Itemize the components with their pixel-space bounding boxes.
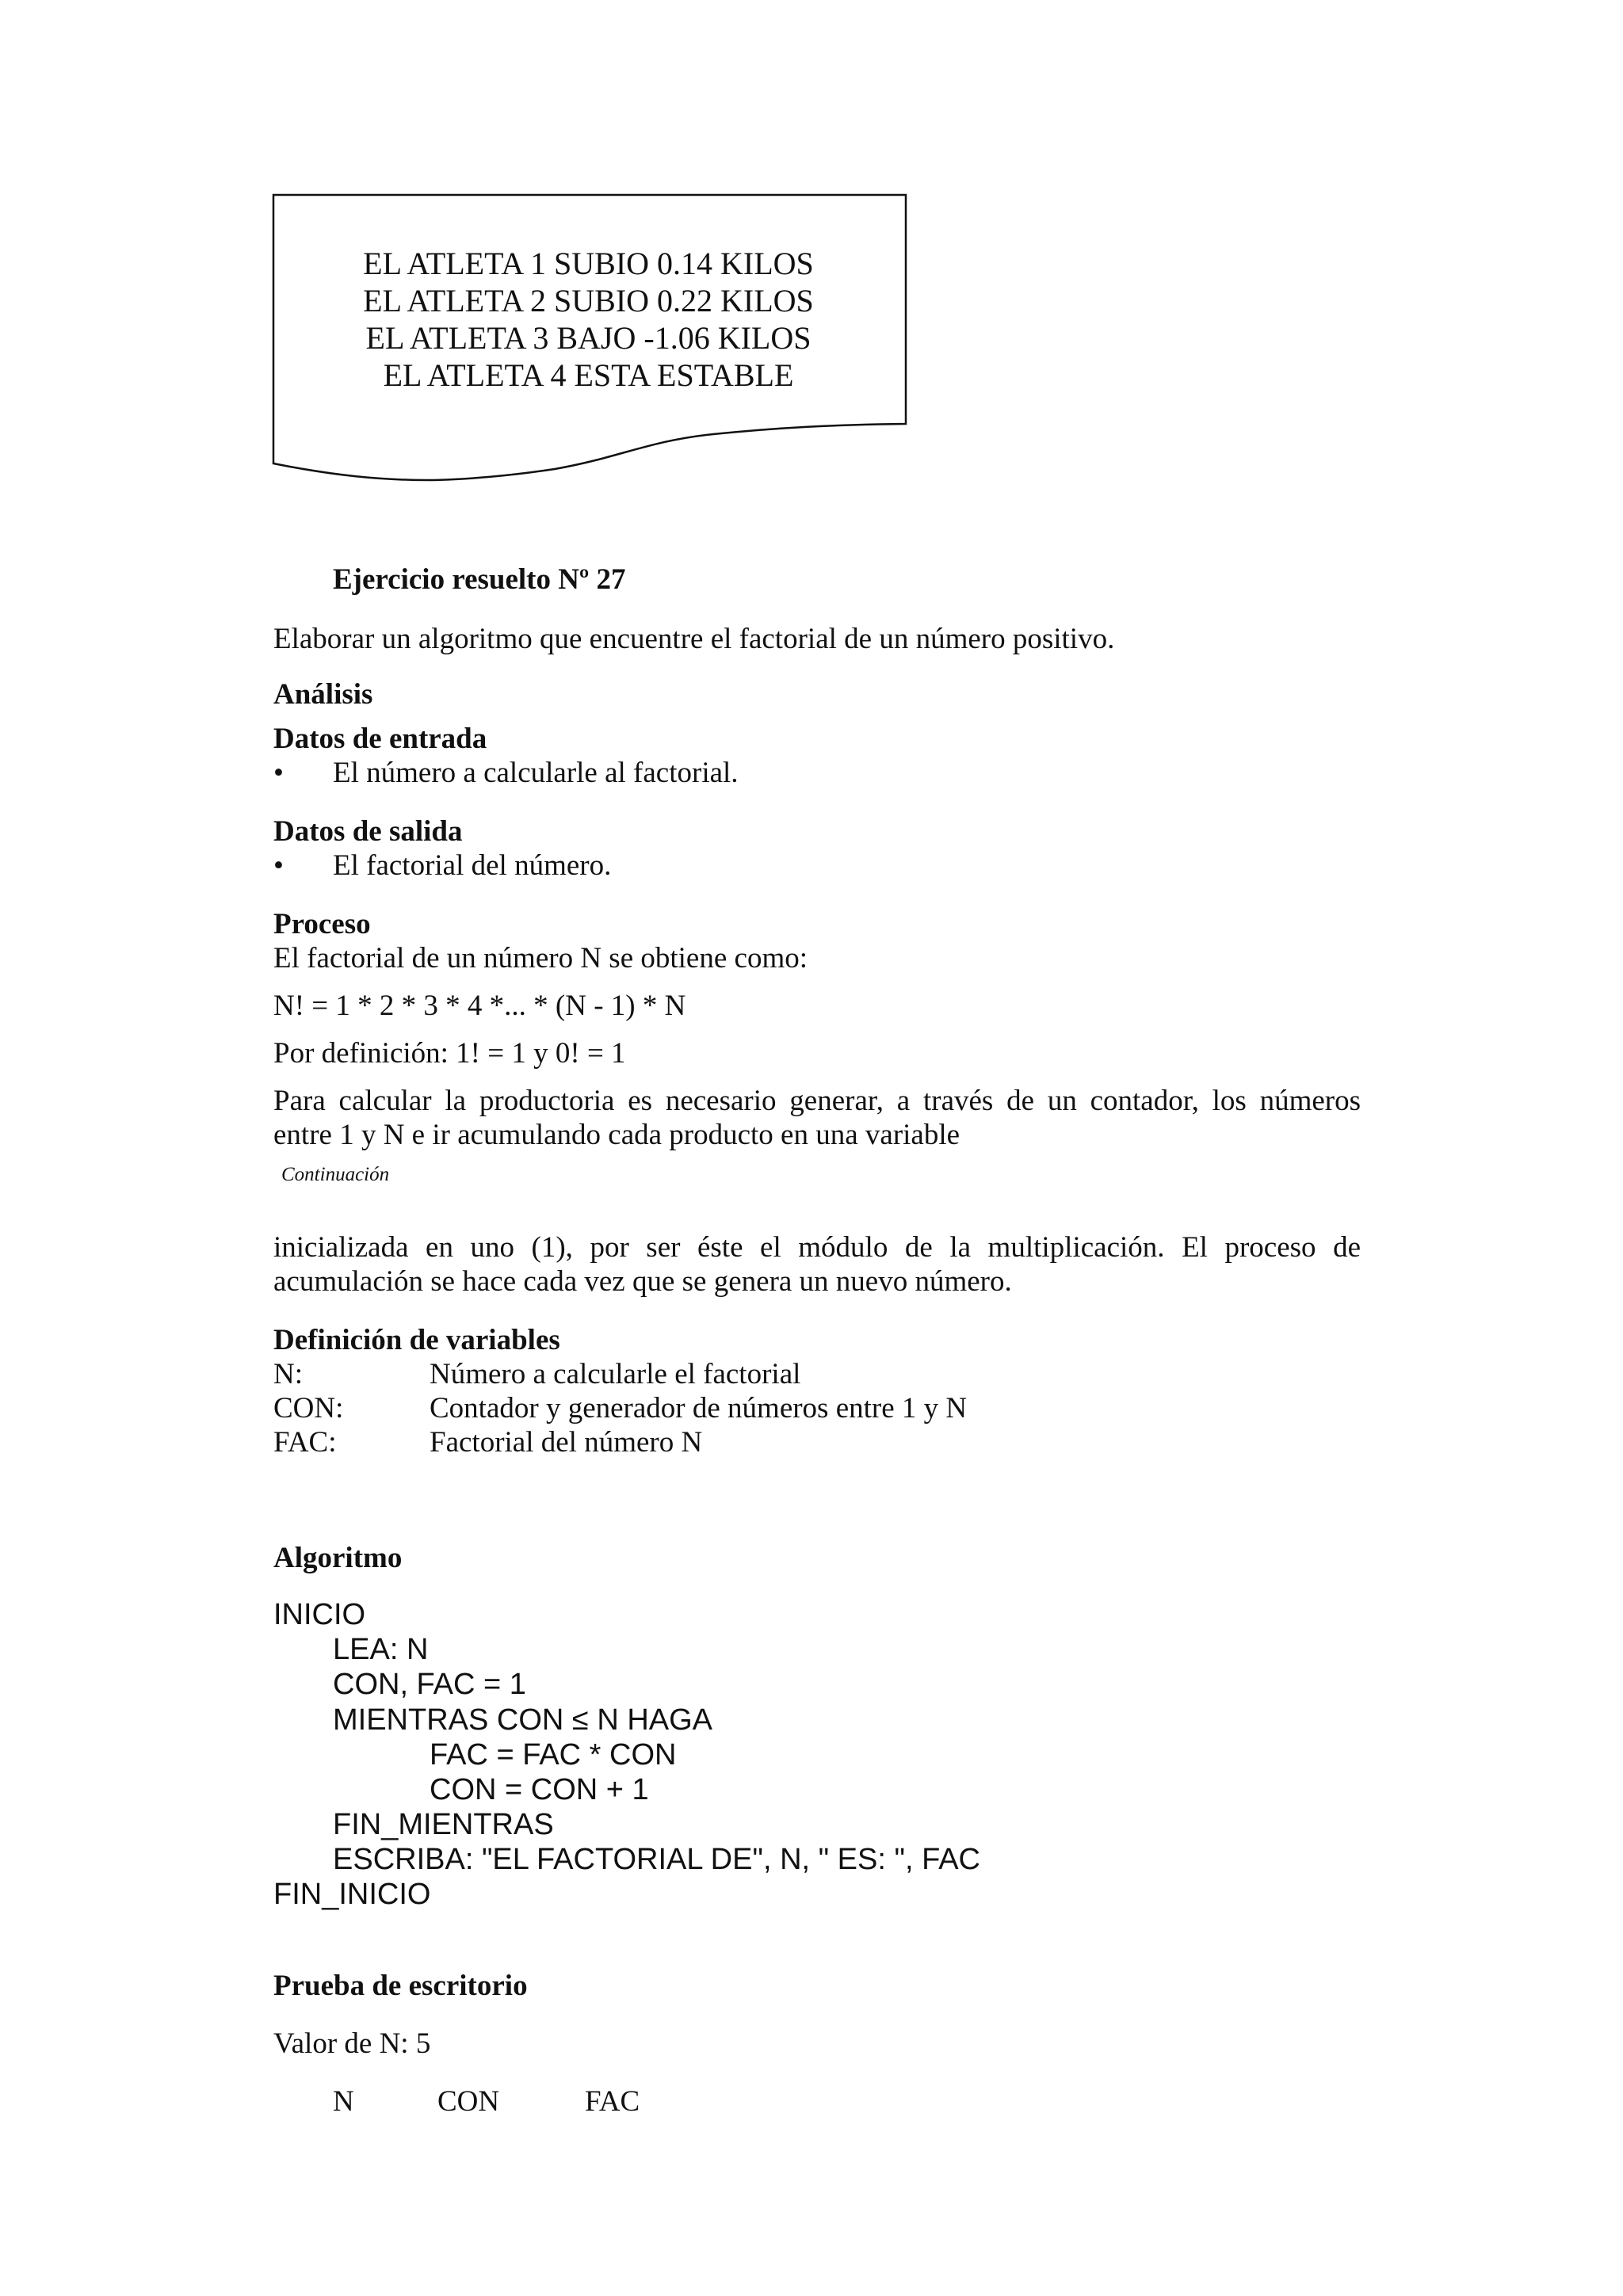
continuation-note: Continuación: [281, 1164, 390, 1185]
algorithm-line: CON, FAC = 1: [333, 1668, 526, 1701]
output-data-item: El factorial del número.: [333, 849, 612, 882]
variable-description: Contador y generador de números entre 1 y N: [430, 1392, 968, 1425]
exercise-statement: Elaborar un algoritmo que encuentre el factorial de un número positivo.: [273, 623, 1115, 655]
algorithm-title: Algoritmo: [273, 1542, 403, 1574]
algorithm-line: MIENTRAS CON ≤ N HAGA: [333, 1703, 713, 1737]
algorithm-line: FIN_MIENTRAS: [333, 1808, 554, 1841]
factorial-formula: N! = 1 * 2 * 3 * 4 *... * (N - 1) * N: [273, 990, 686, 1022]
desk-test-column-header: CON: [437, 2085, 500, 2118]
algorithm-line: FAC = FAC * CON: [430, 1738, 677, 1772]
process-paragraph-line: entre 1 y N e ir acumulando cada producto en una variable: [273, 1119, 960, 1151]
process-title: Proceso: [273, 908, 371, 940]
algorithm-line: ESCRIBA: "EL FACTORIAL DE", N, " ES: ", FAC: [333, 1843, 980, 1876]
output-line: EL ATLETA 3 BAJO -1.06 KILOS: [365, 320, 812, 356]
desk-test-title: Prueba de escritorio: [273, 1970, 528, 2002]
desk-test-value: Valor de N: 5: [273, 2027, 431, 2060]
output-line: EL ATLETA 4 ESTA ESTABLE: [383, 357, 794, 393]
input-data-title: Datos de entrada: [273, 723, 487, 755]
exercise-heading: Ejercicio resuelto Nº 27: [333, 563, 626, 596]
variables-title: Definición de variables: [273, 1324, 560, 1356]
bullet: •: [273, 757, 284, 789]
output-data-title: Datos de salida: [273, 815, 463, 848]
algorithm-line: CON = CON + 1: [430, 1773, 649, 1806]
input-data-item: El número a calcularle al factorial.: [333, 757, 739, 789]
continued-paragraph-line: acumulación se hace cada vez que se genera un nuevo número.: [273, 1265, 1012, 1298]
process-text: El factorial de un número N se obtiene como:: [273, 942, 808, 974]
variable-description: Número a calcularle el factorial: [430, 1358, 801, 1390]
analysis-title: Análisis: [273, 678, 373, 711]
desk-test-column-header: FAC: [585, 2085, 640, 2118]
algorithm-line: LEA: N: [333, 1633, 429, 1666]
factorial-definition: Por definición: 1! = 1 y 0! = 1: [273, 1037, 626, 1070]
algorithm-line: INICIO: [273, 1598, 366, 1631]
variable-name: CON:: [273, 1392, 344, 1425]
output-line: EL ATLETA 2 SUBIO 0.22 KILOS: [363, 283, 814, 318]
continued-paragraph-line: inicializada en uno (1), por ser éste el módulo de la multiplicación. El proceso de: [273, 1231, 1361, 1264]
algorithm-line: FIN_INICIO: [273, 1878, 431, 1911]
variable-name: FAC:: [273, 1426, 337, 1459]
desk-test-column-header: N: [333, 2085, 354, 2118]
variable-name: N:: [273, 1358, 303, 1390]
output-line: EL ATLETA 1 SUBIO 0.14 KILOS: [363, 246, 814, 281]
bullet: •: [273, 849, 284, 882]
process-paragraph-line: Para calcular la productoria es necesario generar, a través de un contador, los números: [273, 1085, 1361, 1117]
variable-description: Factorial del número N: [430, 1426, 703, 1459]
